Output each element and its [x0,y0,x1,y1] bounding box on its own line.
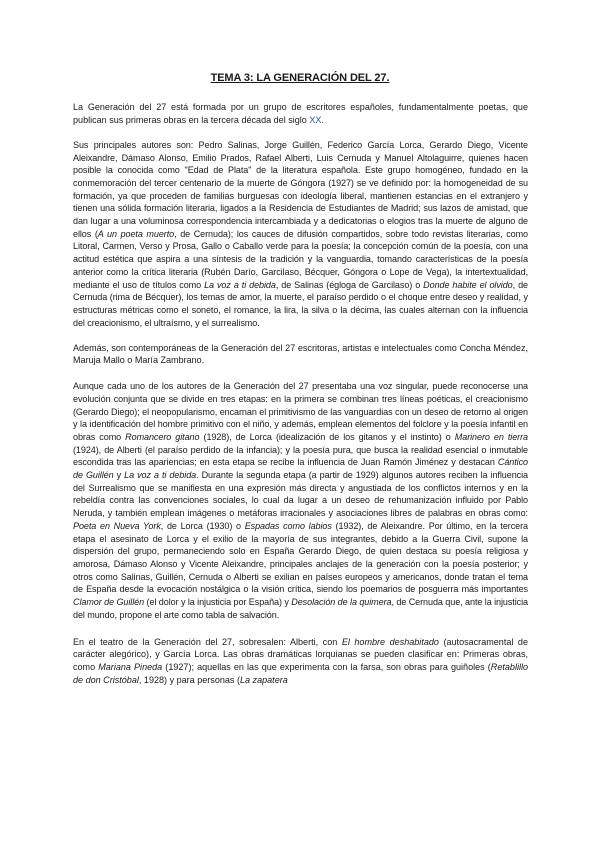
document-title: TEMA 3: LA GENERACIÓN DEL 27. [210,72,390,84]
work-title: La voz a ti debida [124,470,197,481]
paragraph-intro: La Generación del 27 está formada por un grupo de escritores españoles, fundamentalmente poetas, que publican sus primeras obras en la tercera década del siglo XX. [73,102,528,125]
paragraph-theatre: En el teatro de la Generación del 27, sobresalen: Alberti, con El hombre deshabitado (autosacramental de carácter alegórico), y García Lorca. Las obras dramáticas lorquianas se pueden clasificar en: Primeras obras, como Mariana Pineda (1927); aquellas en las que experimenta con la farsa, son obras para guiñoles (Retablillo de don Cristóbal, 1928) y para personas (La zapatera [73,636,529,685]
work-title: Desolación de la quimera [291,597,392,608]
work-title: A un poeta muerto [97,228,175,239]
work-title: Marinero en tierra [454,431,528,442]
work-title: El hombre deshabitado [341,636,439,647]
work-title: La zapatera [239,674,288,685]
paragraph-authors: Sus principales autores son: Pedro Salinas, Jorge Guillén, Federico García Lorca, Gerardo Diego, Vicente Aleixandre, Dámaso Alonso, Emilio Prados, Rafael Alberti, Luis Cernuda y Manuel Altolaguirre, quienes hacen posible la conocida como "Edad de Plata" de la literatura española. Este grupo homogéneo, fundado en la conmemoración del tercer centenario de la muerte de Góngora (1927) se ve definido por: la homogeneidad de su formación, ya que proceden de familias burguesas con ideología liberal, mantienen estancias en el extranjero y tienen una sólida formación literaria, ligados a la Residencia de Estudiantes de Madrid; sus lazos de amistad, que dan lugar a una voluminosa correspondencia intercambiada y a dedicatorias o elogios tras la muerte de alguno de ellos (A un poeta muerto, de Cernuda); los cauces de difusión compartidos, sobre todo revistas literarias, como Litoral, Carmen, Verso y Prosa, Gallo o Caballo verde para la poesía; la concepción común de la poesía, con una actitud estética que aspira a una síntesis de la tradición y la vanguardia, tomando características de la poesía anterior como la crítica literaria (Rubén Darío, Garcilaso, Bécquer, Góngora o Lope de Vega), la intertextualidad, mediante el uso de títulos como La voz a ti debida, de Salinas (égloga de Garcilaso) o Donde habite el olvido, de Cernuda (rima de Bécquer), los temas de amor, la muerte, el paraíso perdido o el choque entre deseo y realidad, y estructuras métricas como el soneto, el romance, la lira, la silva o la décima, las cuales alternan con la influencia del creacionismo, el ultraísmo, y el surrealismo. [73,139,528,328]
work-title: Donde habite el olvido [423,279,513,290]
work-title: La voz a ti debida [204,279,276,290]
work-title: Retablillo de don Cristóbal [73,661,529,685]
document-body [73,101,528,699]
paragraph-contemporaries: Además, son contemporáneas de la Generación del 27 escritoras, artistas e intelectuales como Concha Méndez, Maruja Mallo o María Zambrano. [73,342,528,366]
work-title: Clamor de Guillén [73,597,145,608]
work-title: Romancero gitano [125,431,200,442]
work-title: Cántico de Guillén [73,457,528,481]
paragraph-evolution: Aunque cada uno de los autores de la Generación del 27 presentaba una voz singular, puede reconocerse una evolución conjunta que se divide en tres etapas: en la primera se combinan tres líneas poéticas, el creacionismo (Gerardo Diego); el neopopularismo, encarnan el primitivismo de las vanguardias con un deseo de retorno al origen y la identificación del hombre primitivo con el niño, y además, emplean elementos del folclore y la poesía infantil en obras como Romancero gitano (1928), de Lorca (idealización de los gitanos y el instinto) o Marinero en tierra (1924), de Alberti (el paraíso perdido de la infancia); y la poesía pura, que busca la realidad esencial o inmutable escondida tras las apariencias; en esta etapa se recibe la influencia de Juan Ramón Jiménez y destacan Cántico de Guillén y La voz a ti debida. Durante la segunda etapa (a partir de 1929) algunos autores reciben la influencia del Surrealismo que se manifiesta en una expresión más directa y angustiada de los conflictos internos y en la rebeldía contra las convenciones sociales, lo cual da lugar a un deseo de rehumanización influido por Pablo Neruda, y también emplean imágenes o metáforas irracionales y asociaciones libres de palabras en obras como: Poeta en Nueva York, de Lorca (1930) o Espadas como labios (1932), de Aleixandre. Por último, en la tercera etapa el asesinato de Lorca y el exilio de la mayoría de sus integrantes, debido a la Guerra Civil, supone la dispersión del grupo, permaneciendo solo en España Gerardo Diego, de quien destaca su poesía religiosa y amorosa, Dámaso Alonso y Vicente Aleixandre, principales anclajes de la generación con la poesía posterior; y otros como Salinas, Guillén, Cernuda o Alberti se exilian en países europeos y americanos, donde tratan el tema de España desde la evocación nostálgica o la visión crítica, siendo los poemarios de posguerra más importantes Clamor de Guillén (el dolor y la injusticia por España) y Desolación de la quimera, de Cernuda que, ante la injusticia del mundo, propone el arte como tabla de salvación. [73,381,528,620]
century-roman-numeral: XX [309,114,322,125]
work-title: Mariana Pineda [98,661,163,672]
work-title: Poeta en Nueva York [73,520,161,531]
work-title: Espadas como labios [244,520,332,531]
